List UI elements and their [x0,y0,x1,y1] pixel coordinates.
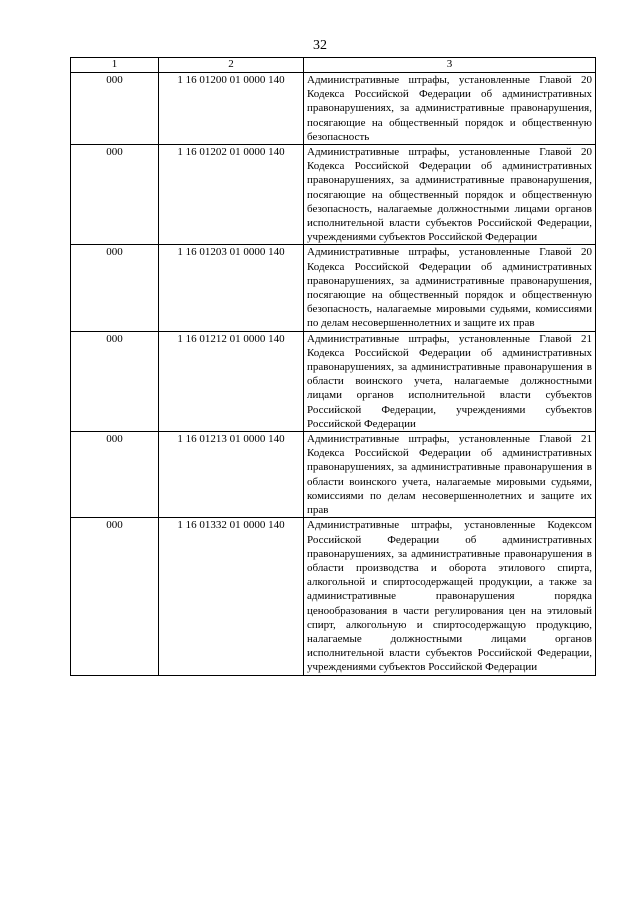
table-row [71,518,596,675]
budget-code-cell: 1 16 01200 01 0000 140 [159,73,304,145]
page-number: 32 [313,38,327,53]
description-cell: Административные штрафы, установленные Главой 20 Кодекса Российской Федерации об административных правонарушениях, за административные правонарушения, посягающие на общественный порядок и общественную безопасность, налагаемые мировыми судьями, комиссиями по делам несовершеннолетних и защите их прав [304,245,596,331]
budget-code-cell: 1 16 01202 01 0000 140 [159,145,304,245]
table-row [71,331,596,431]
budget-code-cell: 1 16 01332 01 0000 140 [159,518,304,675]
admin-code-cell: 000 [71,432,159,518]
description-cell: Административные штрафы, установленные Главой 21 Кодекса Российской Федерации об административных правонарушениях, за административные правонарушения в области воинского учета, налагаемые должностными лицами органов исполнительной власти субъектов Российской Федерации, учреждениями субъектов Российской Федерации [304,331,596,431]
column-header-2: 2 [159,58,304,73]
admin-code-cell: 000 [71,73,159,145]
table-row [71,245,596,331]
budget-code-cell: 1 16 01203 01 0000 140 [159,245,304,331]
table-row [71,145,596,245]
table-row [71,432,596,518]
table-header-row [71,58,596,73]
description-cell: Административные штрафы, установленные Главой 21 Кодекса Российской Федерации об административных правонарушениях, за административные правонарушения в области воинского учета, налагаемые мировыми судьями, комиссиями по делам несовершеннолетних и защите их прав [304,432,596,518]
admin-code-cell: 000 [71,331,159,431]
admin-code-cell: 000 [71,145,159,245]
description-cell: Административные штрафы, установленные Главой 20 Кодекса Российской Федерации об административных правонарушениях, за административные правонарушения, посягающие на общественный порядок и общественную безопасность, налагаемые должностными лицами органов исполнительной власти субъектов Российской Федерации, учреждениями субъектов Российской Федерации [304,145,596,245]
description-cell: Административные штрафы, установленные Кодексом Российской Федерации об административных правонарушениях, за административные правонарушения в области производства и оборота этилового спирта, алкогольной и спиртосодержащей продукции, а также за административные правонарушения порядка ценообразования в части регулирования цен на этиловый спирт, алкогольную и спиртосодержащую продукцию, налагаемые должностными лицами органов исполнительной власти субъектов Российской Федерации, учреждениями субъектов Российской Федерации [304,518,596,675]
admin-code-cell: 000 [71,245,159,331]
budget-code-cell: 1 16 01213 01 0000 140 [159,432,304,518]
table-row [71,73,596,145]
description-cell: Административные штрафы, установленные Главой 20 Кодекса Российской Федерации об административных правонарушениях, за административные правонарушения, посягающие на общественный порядок и общественную безопасность [304,73,596,145]
budget-codes-table [70,57,596,676]
admin-code-cell: 000 [71,518,159,675]
budget-code-cell: 1 16 01212 01 0000 140 [159,331,304,431]
column-header-3: 3 [304,58,596,73]
column-header-1: 1 [71,58,159,73]
